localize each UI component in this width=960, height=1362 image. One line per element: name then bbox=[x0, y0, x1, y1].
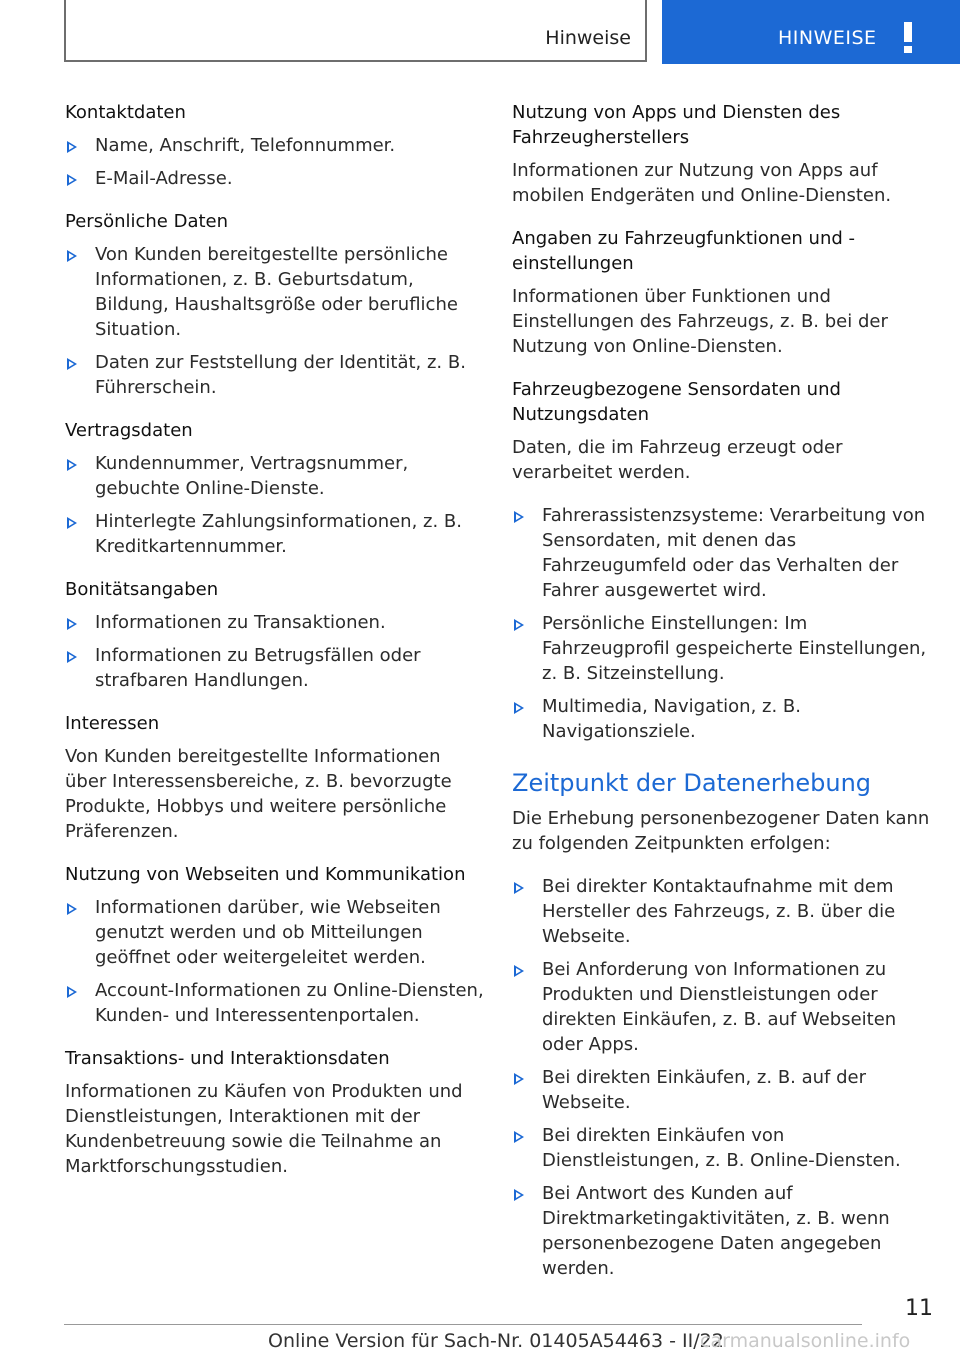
footer-divider bbox=[64, 1324, 862, 1325]
list-item-text: Bei direkter Kontaktaufnahme mit dem Hersteller des Fahrzeugs, z. B. über die Webseite. bbox=[542, 876, 896, 947]
section-title: Angaben zu Fahrzeugfunktionen und -einstellungen bbox=[512, 228, 856, 274]
triangle-bullet-icon bbox=[514, 1131, 524, 1143]
list-item bbox=[65, 133, 485, 158]
section-title: Transaktions- und Interaktionsdaten bbox=[65, 1048, 390, 1069]
triangle-bullet-icon bbox=[67, 174, 77, 186]
bullet-list bbox=[65, 610, 485, 693]
list-item bbox=[512, 874, 932, 949]
list-item-text: Daten zur Feststellung der Identität, z. B. Führerschein. bbox=[95, 352, 466, 398]
triangle-bullet-icon bbox=[67, 651, 77, 663]
bullet-list bbox=[512, 503, 932, 744]
list-item bbox=[512, 694, 932, 744]
triangle-bullet-icon bbox=[67, 141, 77, 153]
list-item bbox=[512, 611, 932, 686]
list-item bbox=[512, 1181, 932, 1281]
triangle-bullet-icon bbox=[67, 459, 77, 471]
triangle-bullet-icon bbox=[67, 358, 77, 370]
paragraph: Informationen zur Nutzung von Apps auf mobilen Endgeräten und Online-Diensten. bbox=[512, 160, 892, 206]
list-item bbox=[512, 1065, 932, 1115]
list-item-text: Fahrerassistenzsysteme: Verarbeitung von Sensordaten, mit denen das Fahrzeugumfeld oder das Verhalten der Fahrer ausgewertet wird. bbox=[542, 505, 926, 601]
bullet-list bbox=[65, 133, 485, 191]
bullet-list bbox=[65, 242, 485, 400]
list-item-text: Persönliche Einstellungen: Im Fahrzeugprofil gespeicherte Einstellungen, z. B. Sitzeinstellung. bbox=[542, 613, 927, 684]
list-item-text: Bei Anforderung von Informationen zu Produkten und Dienstleistungen oder direkten Einkäufen, z. B. auf Webseiten oder Apps. bbox=[542, 959, 897, 1055]
triangle-bullet-icon bbox=[514, 511, 524, 523]
list-item bbox=[65, 643, 485, 693]
list-item-text: Account-Informationen zu Online-Diensten, Kunden- und Interessentenportalen. bbox=[95, 980, 484, 1026]
section-title: Nutzung von Apps und Diensten des Fahrzeugherstellers bbox=[512, 102, 841, 148]
paragraph: Informationen zu Käufen von Produkten und Dienstleistungen, Interaktionen mit der Kundenbetreuung sowie die Teilnahme an Marktforschungsstudien. bbox=[65, 1081, 463, 1177]
exclamation-icon bbox=[898, 20, 918, 54]
section-title: Fahrzeugbezogene Sensordaten und Nutzungsdaten bbox=[512, 379, 841, 425]
paragraph: Daten, die im Fahrzeug erzeugt oder verarbeitet werden. bbox=[512, 437, 843, 483]
list-item-text: Von Kunden bereitgestellte persönliche Informationen, z. B. Geburtsdatum, Bildung, Haushaltsgröße oder berufliche Situation. bbox=[95, 244, 458, 340]
list-item bbox=[65, 509, 485, 559]
list-item-text: Kundennummer, Vertragsnummer, gebuchte Online-Dienste. bbox=[95, 453, 409, 499]
list-item-text: Name, Anschrift, Telefonnummer. bbox=[95, 135, 396, 156]
bullet-list bbox=[65, 451, 485, 559]
list-item bbox=[65, 978, 485, 1028]
chapter-title: Hinweise bbox=[545, 27, 631, 49]
list-item bbox=[512, 1123, 932, 1173]
section-title: Bonitätsangaben bbox=[65, 579, 219, 600]
triangle-bullet-icon bbox=[514, 882, 524, 894]
section-title: Interessen bbox=[65, 713, 160, 734]
list-item bbox=[65, 895, 485, 970]
list-item bbox=[65, 610, 485, 635]
paragraph: Die Erhebung personenbezogener Daten kann zu folgenden Zeitpunkten erfolgen: bbox=[512, 808, 930, 854]
list-item bbox=[512, 503, 932, 603]
list-item-text: Informationen zu Betrugsfällen oder strafbaren Handlungen. bbox=[95, 645, 421, 691]
list-item-text: Bei direkten Einkäufen, z. B. auf der Webseite. bbox=[542, 1067, 867, 1113]
paragraph: Informationen über Funktionen und Einstellungen des Fahrzeugs, z. B. bei der Nutzung von Online-Diensten. bbox=[512, 286, 888, 357]
list-item-text: E-Mail-Adresse. bbox=[95, 168, 233, 189]
bullet-list bbox=[65, 895, 485, 1028]
section-title: Vertragsdaten bbox=[65, 420, 193, 441]
list-item-text: Bei direkten Einkäufen von Dienstleistungen, z. B. Online-Diensten. bbox=[542, 1125, 901, 1171]
page-number: 11 bbox=[905, 1296, 933, 1321]
list-item bbox=[512, 957, 932, 1057]
triangle-bullet-icon bbox=[67, 517, 77, 529]
list-item-text: Multimedia, Navigation, z. B. Navigationsziele. bbox=[542, 696, 801, 742]
watermark: carmanualsonline.info bbox=[700, 1330, 911, 1352]
list-item bbox=[65, 350, 485, 400]
triangle-bullet-icon bbox=[514, 1073, 524, 1085]
list-item bbox=[65, 242, 485, 342]
triangle-bullet-icon bbox=[67, 986, 77, 998]
triangle-bullet-icon bbox=[67, 903, 77, 915]
list-item-text: Informationen zu Transaktionen. bbox=[95, 612, 386, 633]
list-item bbox=[65, 451, 485, 501]
list-item-text: Bei Antwort des Kunden auf Direktmarketingaktivitäten, z. B. wenn personenbezogene Daten angegeben werden. bbox=[542, 1183, 890, 1279]
list-item-text: Hinterlegte Zahlungsinformationen, z. B. Kreditkartennummer. bbox=[95, 511, 462, 557]
header-chapter-box bbox=[64, 0, 647, 62]
bullet-list bbox=[512, 874, 932, 1281]
list-item-text: Informationen darüber, wie Webseiten genutzt werden und ob Mitteilungen geöffnet oder weitergeleitet werden. bbox=[95, 897, 441, 968]
chapter-tab-label: HINWEISE bbox=[778, 27, 877, 49]
triangle-bullet-icon bbox=[514, 702, 524, 714]
triangle-bullet-icon bbox=[514, 965, 524, 977]
section-title: Kontaktdaten bbox=[65, 102, 186, 123]
list-item bbox=[65, 166, 485, 191]
footer-version-text: Online Version für Sach-Nr. 01405A54463 - II/22 bbox=[268, 1330, 724, 1352]
left-column bbox=[65, 100, 485, 1197]
paragraph: Von Kunden bereitgestellte Informationen über Interessensbereiche, z. B. bevorzugte Produkte, Hobbys und weitere persönliche Präferenzen. bbox=[65, 746, 452, 842]
right-column bbox=[512, 100, 932, 1299]
triangle-bullet-icon bbox=[67, 618, 77, 630]
section-title: Persönliche Daten bbox=[65, 211, 229, 232]
section-heading: Zeitpunkt der Datenerhebung bbox=[512, 769, 872, 797]
triangle-bullet-icon bbox=[514, 1189, 524, 1201]
triangle-bullet-icon bbox=[67, 250, 77, 262]
triangle-bullet-icon bbox=[514, 619, 524, 631]
section-title: Nutzung von Webseiten und Kommunikation bbox=[65, 864, 466, 885]
